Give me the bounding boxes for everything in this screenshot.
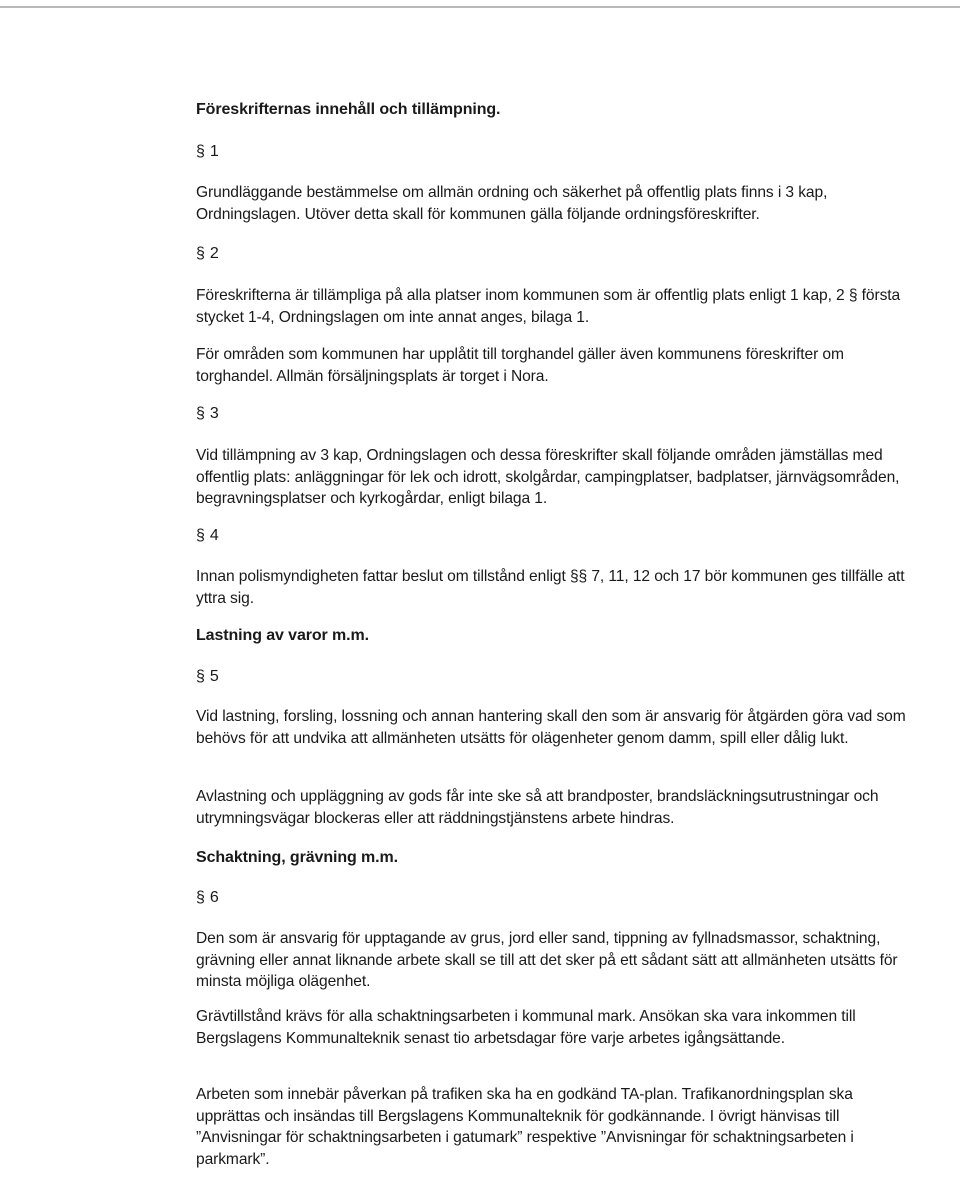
section-symbol: §	[196, 405, 205, 422]
section-symbol: §	[196, 527, 205, 544]
section-3-paragraph-1: Vid tillämpning av 3 kap, Ordningslagen och dessa föreskrifter skall följande områden jämställas med offentlig plats: anläggningar för lek och idrott, skolgårdar, campingplatser, badplatser, järnvägsområden, begravningsplatser och kyrkogårdar, enligt bilaga 1.	[196, 447, 900, 507]
section-6-paragraph-3: Arbeten som innebär påverkan på trafiken ska ha en godkänd TA-plan. Trafikanordningsplan ska upprättas och insändas till Bergslagens Kommunalteknik för godkännande. I övrigt hänvisas till ”Anvisningar för schaktningsarbeten i gatumark” respektive ”Anvisningar för schaktningsarbeten i parkmark”.	[196, 1086, 854, 1168]
section-symbol: §	[196, 889, 205, 906]
section-4-marker	[196, 525, 916, 547]
section-2-marker	[196, 243, 916, 265]
section-5-paragraph-2: Avlastning och uppläggning av gods får inte ske så att brandposter, brandsläckningsutrustningar och utrymningsvägar blockeras eller att räddningstjänstens arbete hindras.	[196, 788, 879, 827]
section-1-marker	[196, 141, 916, 163]
heading-lastning-av-varor: Lastning av varor m.m.	[196, 627, 369, 644]
section-number: 2	[209, 245, 219, 262]
section-4-paragraph-1: Innan polismyndigheten fattar beslut om tillstånd enligt §§ 7, 11, 12 och 17 bör kommunen ges tillfälle att yttra sig.	[196, 568, 905, 607]
section-number: 4	[209, 527, 219, 544]
section-symbol: §	[196, 245, 205, 262]
section-1-paragraph-1: Grundläggande bestämmelse om allmän ordning och säkerhet på offentlig plats finns i 3 kap, Ordningslagen. Utöver detta skall för kommunen gälla följande ordningsföreskrifter.	[196, 184, 828, 223]
section-2-paragraph-1: Föreskrifterna är tillämpliga på alla platser inom kommunen som är offentlig plats enligt 1 kap, 2 § första stycket 1-4, Ordningslagen om inte annat anges, bilaga 1.	[196, 287, 901, 326]
section-3-marker	[196, 403, 916, 425]
section-symbol: §	[196, 668, 205, 685]
section-number: 1	[209, 143, 219, 160]
section-6-paragraph-1: Den som är ansvarig för upptagande av grus, jord eller sand, tippning av fyllnadsmassor, schaktning, grävning eller annat liknande arbete skall se till att det sker på ett sådant sätt att allmänheten utsätts för minsta möjliga olägenhet.	[196, 930, 898, 990]
section-number: 3	[209, 405, 219, 422]
section-number: 6	[209, 889, 219, 906]
heading-schaktning-gravning: Schaktning, grävning m.m.	[196, 849, 398, 866]
section-5-paragraph-1: Vid lastning, forsling, lossning och annan hantering skall den som är ansvarig för åtgärden göra vad som behövs för att undvika att allmänheten utsätts för olägenheter genom damm, spill eller dålig lukt.	[196, 708, 906, 747]
top-border-line	[0, 6, 960, 8]
section-number: 5	[209, 668, 219, 685]
section-6-paragraph-2: Grävtillstånd krävs för alla schaktningsarbeten i kommunal mark. Ansökan ska vara inkommen till Bergslagens Kommunalteknik senast tio arbetsdagar före varje arbetes igångsättande.	[196, 1008, 856, 1047]
section-6-marker	[196, 887, 916, 909]
section-symbol: §	[196, 143, 205, 160]
section-5-marker	[196, 666, 916, 688]
section-2-paragraph-2: För områden som kommunen har upplåtit till torghandel gäller även kommunens föreskrifter om torghandel. Allmän försäljningsplats är torget i Nora.	[196, 346, 844, 385]
heading-foreskrifternas-innehall: Föreskrifternas innehåll och tillämpning.	[196, 101, 501, 118]
